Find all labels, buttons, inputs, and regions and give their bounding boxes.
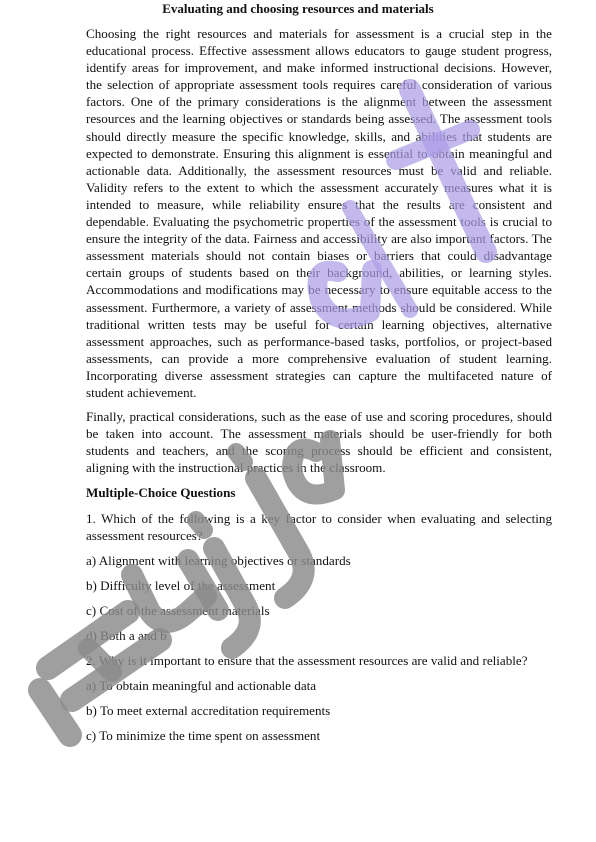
body-paragraph-1: Choosing the right resources and materials for assessment is a crucial step in the educational process. Effective assessment allows educators to gauge student progress, identify areas for improvement, and make informed instructional decisions. However, the selection of appropriate assessment tools requires careful consideration of various factors. One of the primary considerations is the alignment between the assessment resources and the learning objectives or standards being assessed. The assessment tools should directly measure the specific knowledge, skills, and abilities that students are expected to demonstrate. Ensuring this alignment is essential to obtain meaningful and actionable data. Additionally, the assessment resources must be valid and reliable. Validity refers to the extent to which the assessment accurately measures what it is intended to measure, while reliability ensures that the results are consistent and dependable. Evaluating the psychometric properties of the assessment tools is crucial to ensure the integrity of the data. Fairness and accessibility are also important factors. The assessment materials should not contain biases or barriers that could disadvantage certain groups of students based on their background, abilities, or learning styles. Accommodations and modifications may be necessary to ensure equitable access to the assessment. Furthermore, a variety of assessment methods should be considered. While traditional written tests may be useful for certain learning objectives, alternative assessment approaches, such as performance-based tasks, portfolios, or project-based assessments, can provide a more comprehensive evaluation of student learning. Incorporating diverse assessment strategies can capture the multifaceted nature of student achievement. [86, 26, 552, 400]
document-title: Evaluating and choosing resources and materials [162, 1, 434, 16]
question-2-option-a: a) To obtain meaningful and actionable data [86, 678, 317, 694]
body-paragraph-2: Finally, practical considerations, such as the ease of use and scoring procedures, should be taken into account. The assessment materials should be user-friendly for both students and teachers, and the scoring process should be efficient and consistent, aligning with the instructional practices in the classroom. [86, 409, 552, 476]
question-1-option-a: a) Alignment with learning objectives or standards [86, 552, 351, 568]
question-2-option-c: c) To minimize the time spent on assessment [86, 728, 321, 744]
mcq-heading: Multiple-Choice Questions [86, 485, 236, 501]
question-1-option-b: b) Difficulty level of the assessment [86, 577, 276, 593]
question-2: 2. Why is it important to ensure that the assessment resources are valid and reliable? [86, 653, 528, 669]
document-body [86, 25, 552, 752]
question-1-option-d: d) Both a and b [86, 628, 167, 643]
question-1-option-c: c) Cost of the assessment materials [86, 602, 270, 618]
question-1: 1. Which of the following is a key factor to consider when evaluating and selecting assessment resources? [86, 510, 552, 543]
question-2-option-b: b) To meet external accreditation requirements [86, 703, 331, 719]
